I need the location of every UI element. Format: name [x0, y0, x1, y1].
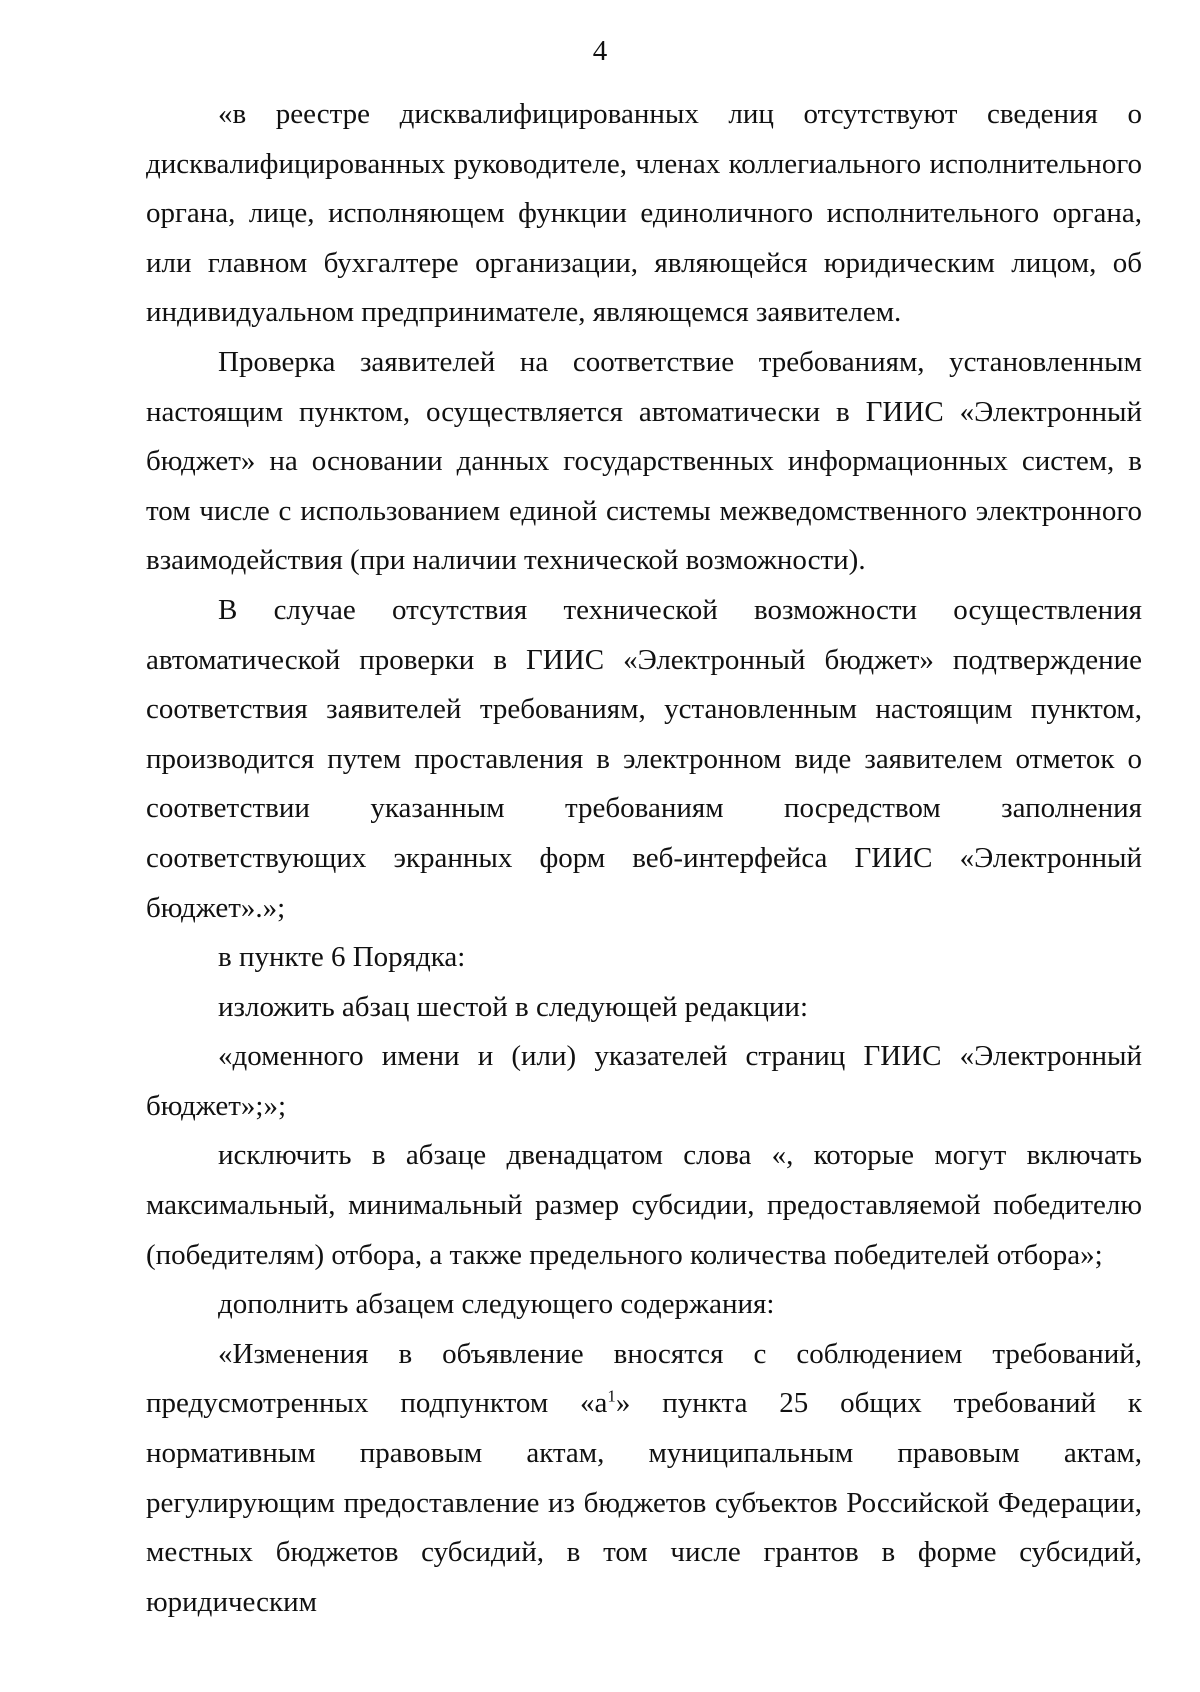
paragraph-automatic-check: Проверка заявителей на соответствие требованиям, установленным настоящим пунктом, осуществляется автоматически в ГИИС «Электронный бюджет» на основании данных государственных информационных систем, в том числе с использованием единой системы межведомственного электронного взаимодействия (при наличии технической возможности).	[146, 345, 1142, 577]
paragraph-amendments	[146, 1330, 1142, 1628]
amendments-text-start: «Изменения в объявление вносятся с соблюдением требований, предусмотренных подпунктом «а	[146, 1337, 1142, 1420]
amendments-text-end: » пункта 25 общих требований к нормативным правовым актам, муниципальным правовым актам, регулирующим предоставление из бюджетов субъектов Российской Федерации, местных бюджетов субсидий, в том числе грантов в форме субсидий, юридическим	[146, 1387, 1142, 1618]
superscript-marker: 1	[607, 1386, 616, 1406]
paragraph-disqualified-registry: «в реестре дисквалифицированных лиц отсутствуют сведения о дисквалифицированных руководителе, членах коллегиального исполнительного органа, лице, исполняющем функции единоличного исполнительного органа, или главном бухгалтере организации, являющейся юридическим лицом, об индивидуальном предпринимателе, являющемся заявителем.	[146, 98, 1142, 329]
paragraph-no-technical-possibility: В случае отсутствия технической возможности осуществления автоматической проверки в ГИИС «Электронный бюджет» подтверждение соответствия заявителей требованиям, установленным настоящим пунктом, производится путем проставления в электронном виде заявителем отметок о соответствии указанным требованиям посредством заполнения соответствующих экранных форм веб-интерфейса ГИИС «Электронный бюджет».»;	[146, 593, 1142, 924]
paragraph-exclude-words: исключить в абзаце двенадцатом слова «, которые могут включать максимальный, минимальный размер субсидии, предоставляемой победителю (победителям) отбора, а также предельного количества победителей отбора»;	[146, 1139, 1142, 1271]
document-body	[146, 90, 1142, 1627]
paragraph-point-6: в пункте 6 Порядка:	[218, 941, 466, 974]
paragraph-add-clause: дополнить абзацем следующего содержания:	[218, 1288, 775, 1321]
paragraph-sixth-clause: изложить абзац шестой в следующей редакции:	[218, 990, 808, 1023]
page-number: 4	[592, 35, 608, 67]
paragraph-domain-name: «доменного имени и (или) указателей страниц ГИИС «Электронный бюджет»;»;	[146, 1040, 1142, 1122]
